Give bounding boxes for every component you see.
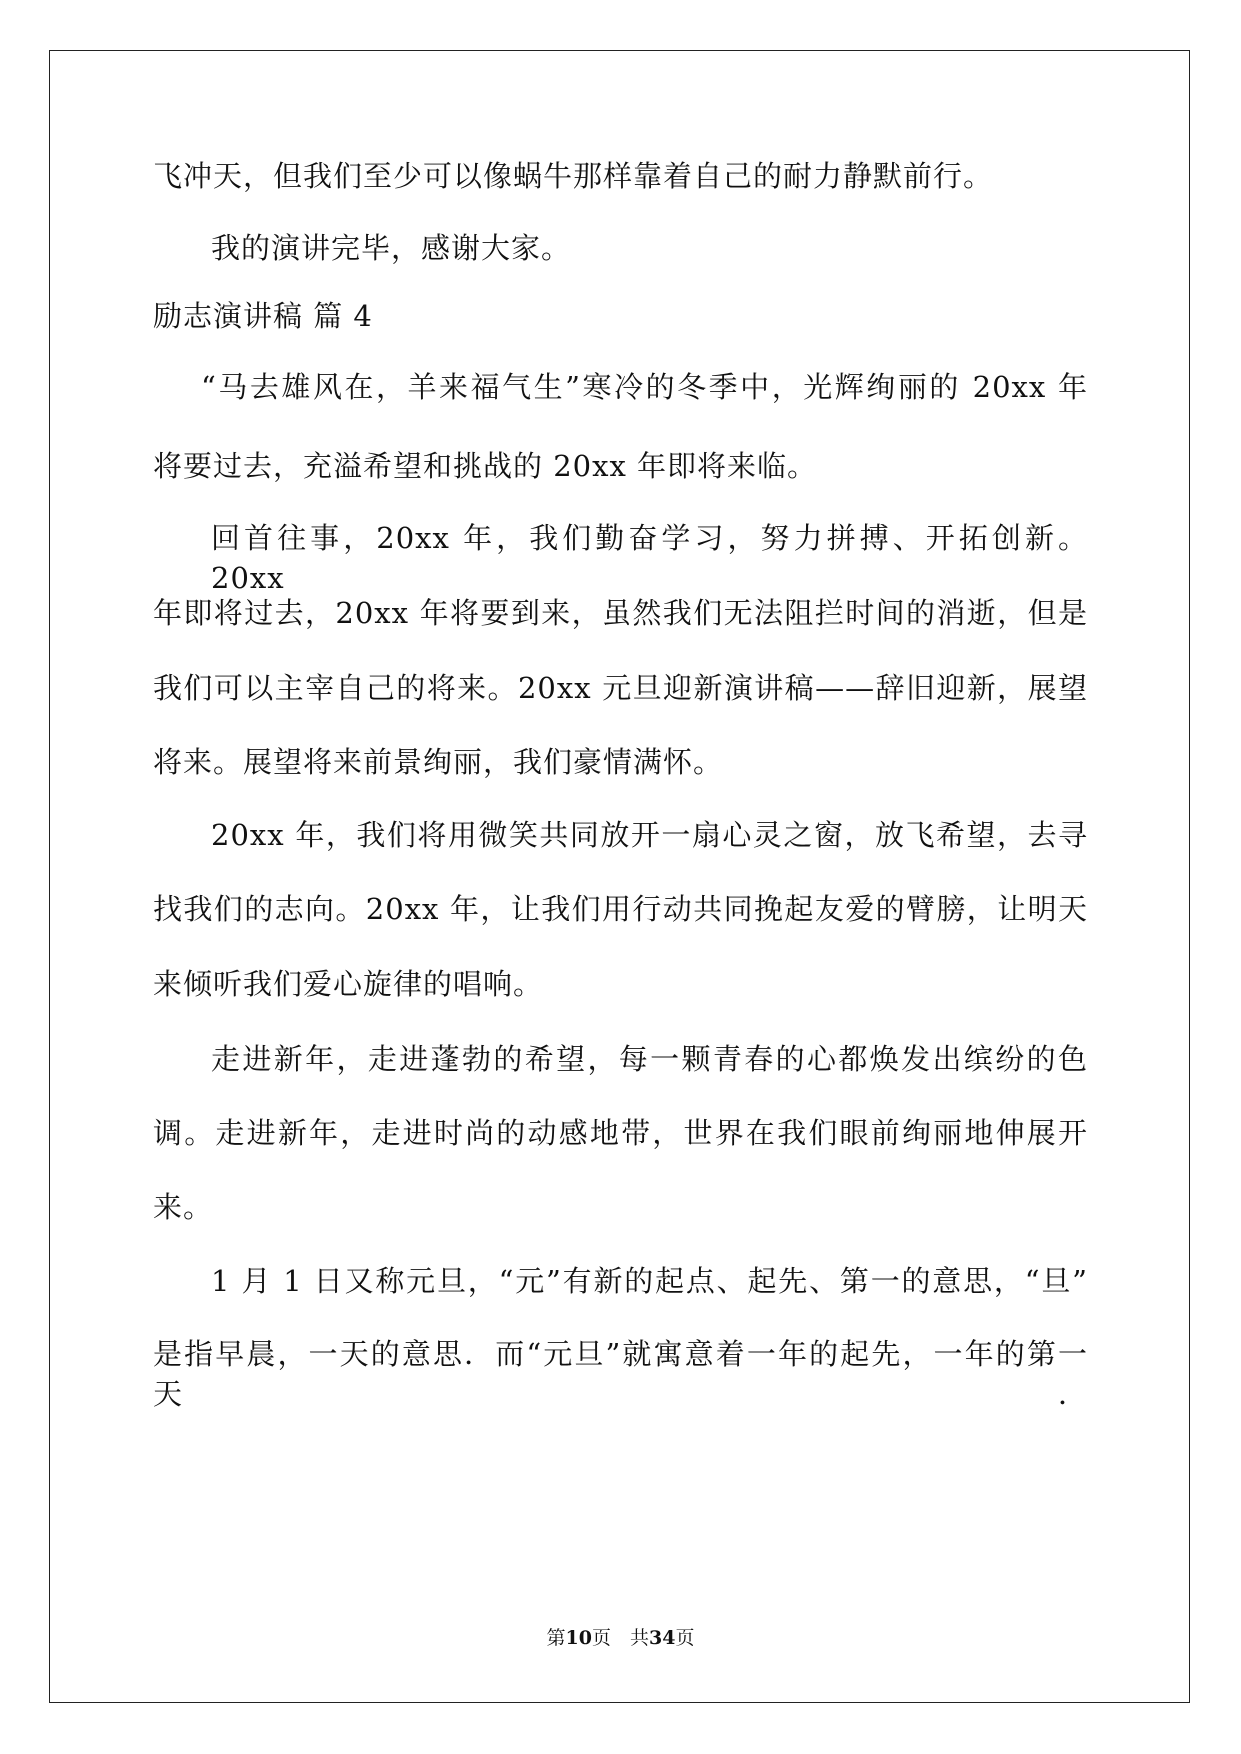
footer-suffix: 页 [675, 1627, 695, 1649]
section-heading: 励志演讲稿 篇 4 [153, 299, 373, 333]
footer-middle: 页 共 [591, 1627, 649, 1649]
text-line: 将要过去，充溢希望和挑战的 20xx 年即将来临。 [153, 449, 818, 483]
text-line: 找我们的志向。20xx 年，让我们用行动共同挽起友爱的臂膀，让明天 [153, 892, 1088, 926]
text-line: 来。 [153, 1190, 214, 1224]
text-line: 我们可以主宰自己的将来。20xx 元旦迎新演讲稿——辞旧迎新，展望 [153, 671, 1088, 705]
text-line: 飞冲天，但我们至少可以像蜗牛那样靠着自己的耐力静默前行。 [153, 159, 994, 193]
text-line: 我的演讲完毕，感谢大家。 [211, 231, 572, 265]
footer-prefix: 第 [546, 1627, 566, 1649]
text-line: 走进新年，走进蓬勃的希望，每一颗青春的心都焕发出缤纷的色 [211, 1042, 1088, 1076]
text-line: “马去雄风在，羊来福气生”寒冷的冬季中，光辉绚丽的 20xx 年 [201, 370, 1088, 404]
total-pages-number: 34 [649, 1627, 676, 1649]
page-footer [0, 1626, 1241, 1650]
text-line: 回首往事，20xx 年，我们勤奋学习，努力拼搏、开拓创新。20xx [211, 521, 1088, 595]
current-page-number: 10 [565, 1627, 592, 1649]
text-line: 1 月 1 日又称元旦，“元”有新的起点、起先、第一的意思，“旦” [211, 1264, 1088, 1298]
text-line: 是指早晨，一天的意思．而“元旦”就寓意着一年的起先，一年的第一天． [153, 1337, 1088, 1411]
text-line: 将来。展望将来前景绚丽，我们豪情满怀。 [153, 745, 724, 779]
text-line: 年即将过去，20xx 年将要到来，虽然我们无法阻拦时间的消逝，但是 [153, 596, 1088, 630]
text-line: 20xx 年，我们将用微笑共同放开一扇心灵之窗，放飞希望，去寻 [211, 818, 1088, 852]
text-line: 调。走进新年，走进时尚的动感地带，世界在我们眼前绚丽地伸展开 [153, 1116, 1088, 1150]
text-line: 来倾听我们爱心旋律的唱响。 [153, 967, 544, 1001]
